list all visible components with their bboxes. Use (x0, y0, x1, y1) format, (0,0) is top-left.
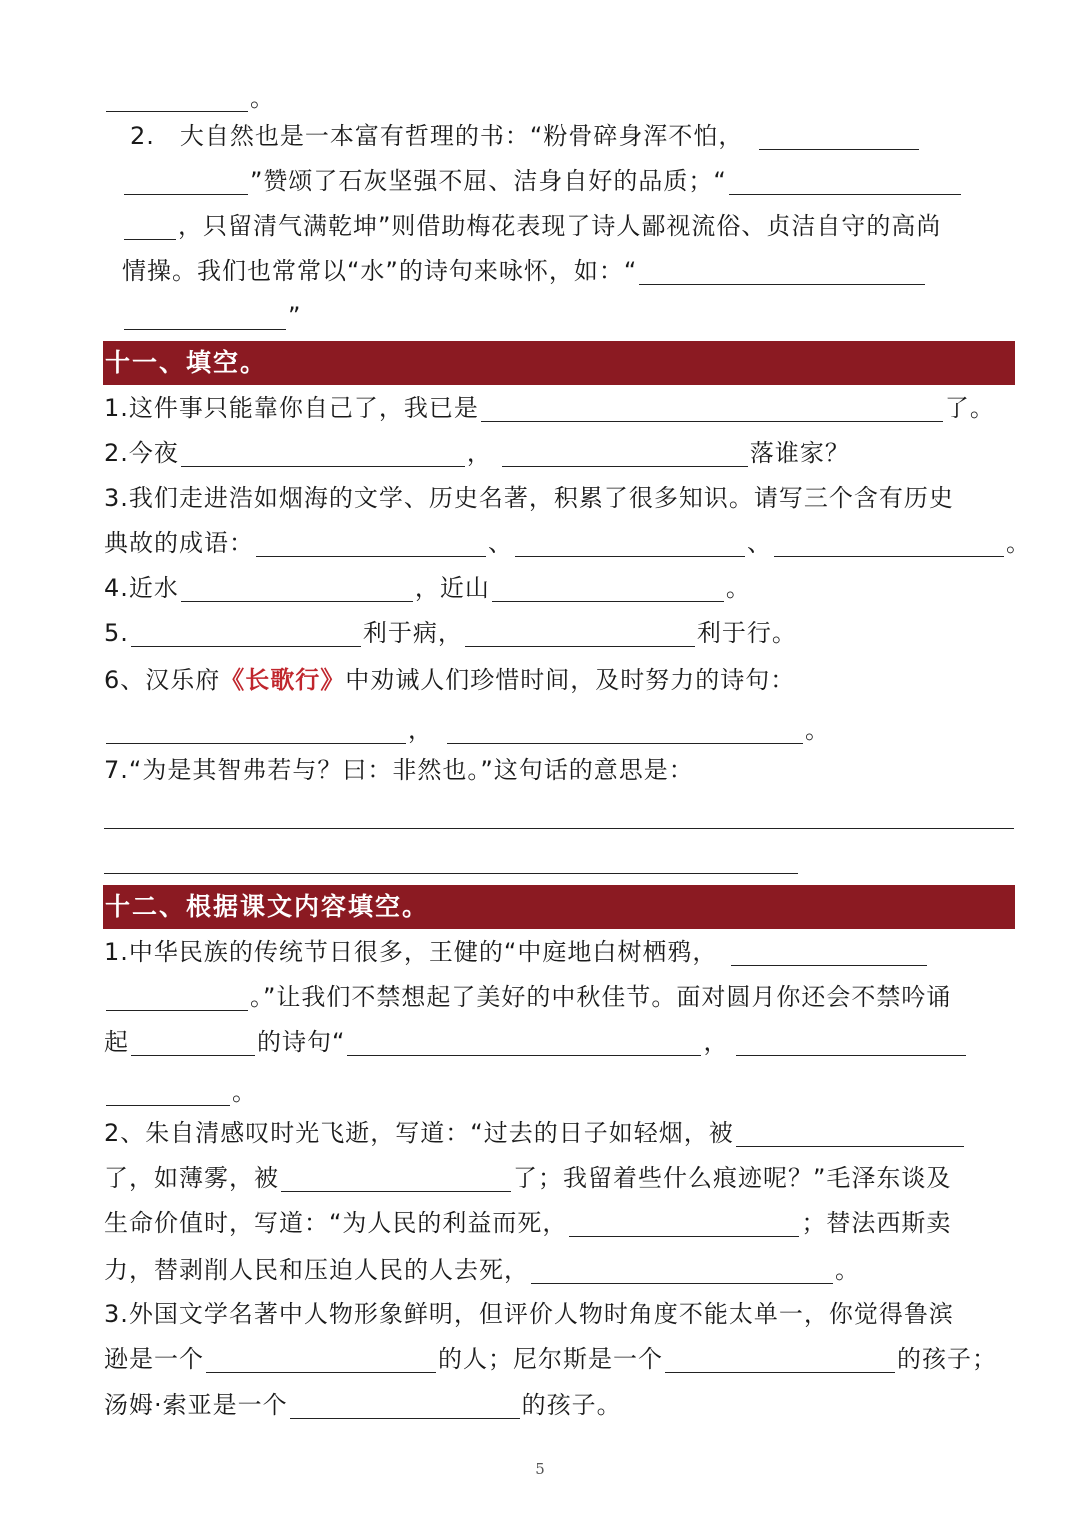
s11-question-7: 7.“为是其智弗若与？曰：非然也。”这句话的意思是： (104, 756, 694, 784)
answer-blank[interactable] (729, 166, 961, 195)
question-2-line-5: ” (122, 296, 1016, 336)
answer-blank[interactable] (106, 1077, 230, 1106)
answer-line[interactable] (104, 828, 1014, 829)
s11-question-4: 4.近水 ，近山 。 (104, 574, 751, 602)
answer-blank[interactable] (502, 438, 748, 467)
answer-blank[interactable] (736, 1027, 966, 1056)
s11-question-2: 2.今夜 ， 落谁家？ (104, 439, 850, 467)
answer-blank[interactable] (181, 438, 465, 467)
answer-blank[interactable] (106, 83, 248, 112)
answer-blank[interactable] (131, 1027, 255, 1056)
section-12-header: 十二、根据课文内容填空。 (103, 885, 1015, 929)
answer-blank[interactable] (731, 937, 927, 966)
answer-blank[interactable] (447, 715, 803, 744)
s12-question-1-line-2: 。”让我们不禁想起了美好的中秋佳节。面对圆月你还会不禁吟诵 (104, 977, 1016, 1017)
answer-blank[interactable] (181, 573, 413, 602)
answer-blank[interactable] (481, 393, 943, 422)
question-2-line-3: ，只留清气满乾坤”则借助梅花表现了诗人鄙视流俗、贞洁自守的高尚 (122, 206, 1016, 246)
answer-line[interactable] (104, 873, 798, 874)
s11-question-3-line-1: 3.我们走进浩如烟海的文学、历史名著，积累了很多知识。请写三个含有历史 (104, 484, 954, 512)
answer-blank[interactable] (124, 211, 176, 240)
answer-blank[interactable] (124, 301, 286, 330)
s12-question-1-line-3: 起 的诗句“ ， (104, 1022, 1016, 1062)
s12-question-2-line-3: 生命价值时，写道：“为人民的利益而死， ；替法西斯卖 (104, 1209, 952, 1237)
answer-blank[interactable] (774, 528, 1004, 557)
page-number: 5 (535, 1460, 545, 1478)
s11-question-1: 1.这件事只能靠你自己了，我已是 了。 (104, 394, 995, 422)
s11-question-6: 6、汉乐府《长歌行》中劝诫人们珍惜时间，及时努力的诗句： (104, 666, 796, 694)
answer-blank[interactable] (290, 1390, 520, 1419)
answer-blank[interactable] (106, 715, 406, 744)
answer-blank[interactable] (492, 573, 724, 602)
answer-blank[interactable] (106, 982, 248, 1011)
s11-question-5: 5. 利于病， 利于行。 (104, 619, 797, 647)
answer-blank[interactable] (759, 121, 919, 150)
answer-blank[interactable] (531, 1255, 833, 1284)
answer-blank[interactable] (665, 1344, 895, 1373)
section-11-header: 十一、填空。 (103, 341, 1015, 385)
s12-question-3-line-3: 汤姆·索亚是一个 的孩子。 (104, 1391, 622, 1419)
continuation-line: 。 (104, 78, 1016, 118)
answer-blank[interactable] (281, 1163, 511, 1192)
s12-question-2-line-4: 力，替剥削人民和压迫人民的人去死， 。 (104, 1256, 860, 1284)
answer-blank[interactable] (465, 618, 695, 647)
s12-question-3-line-2: 逊是一个 的人；尼尔斯是一个 的孩子； (104, 1345, 997, 1373)
s11-question-3-line-2: 典故的成语： 、 、 。 (104, 529, 1031, 557)
answer-blank[interactable] (131, 618, 361, 647)
question-2-line-4: 情操。我们也常常以“水”的诗句来咏怀，如：“ (122, 251, 1016, 291)
answer-blank[interactable] (639, 256, 925, 285)
poem-title: 《长歌行》 (220, 666, 346, 694)
s12-question-2-line-1: 2、朱自清感叹时光飞逝，写道：“过去的日子如轻烟，被 (104, 1113, 1016, 1153)
answer-blank[interactable] (515, 528, 745, 557)
s12-question-3-line-1: 3.外国文学名著中人物形象鲜明，但评价人物时角度不能太单一，你觉得鲁滨 (104, 1300, 954, 1328)
answer-blank[interactable] (736, 1118, 964, 1147)
question-2-line-1: 2. 大自然也是一本富有哲理的书：“粉骨碎身浑不怕， (130, 116, 1024, 156)
answer-blank[interactable] (206, 1344, 436, 1373)
answer-blank[interactable] (569, 1208, 799, 1237)
s12-question-1-line-4: 。 (104, 1072, 1016, 1112)
question-2-line-2: ”赞颂了石灰坚强不屈、洁身自好的品质；“ (122, 161, 1016, 201)
s12-question-2-line-2: 了，如薄雾，被 了；我留着些什么痕迹呢？”毛泽东谈及 (104, 1164, 952, 1192)
answer-blank[interactable] (347, 1027, 701, 1056)
answer-blank[interactable] (124, 166, 248, 195)
s11-question-6-answers: ， 。 (104, 710, 1016, 750)
answer-blank[interactable] (256, 528, 486, 557)
s12-question-1-line-1: 1.中华民族的传统节日很多，王健的“中庭地白树栖鸦， (104, 932, 1016, 972)
